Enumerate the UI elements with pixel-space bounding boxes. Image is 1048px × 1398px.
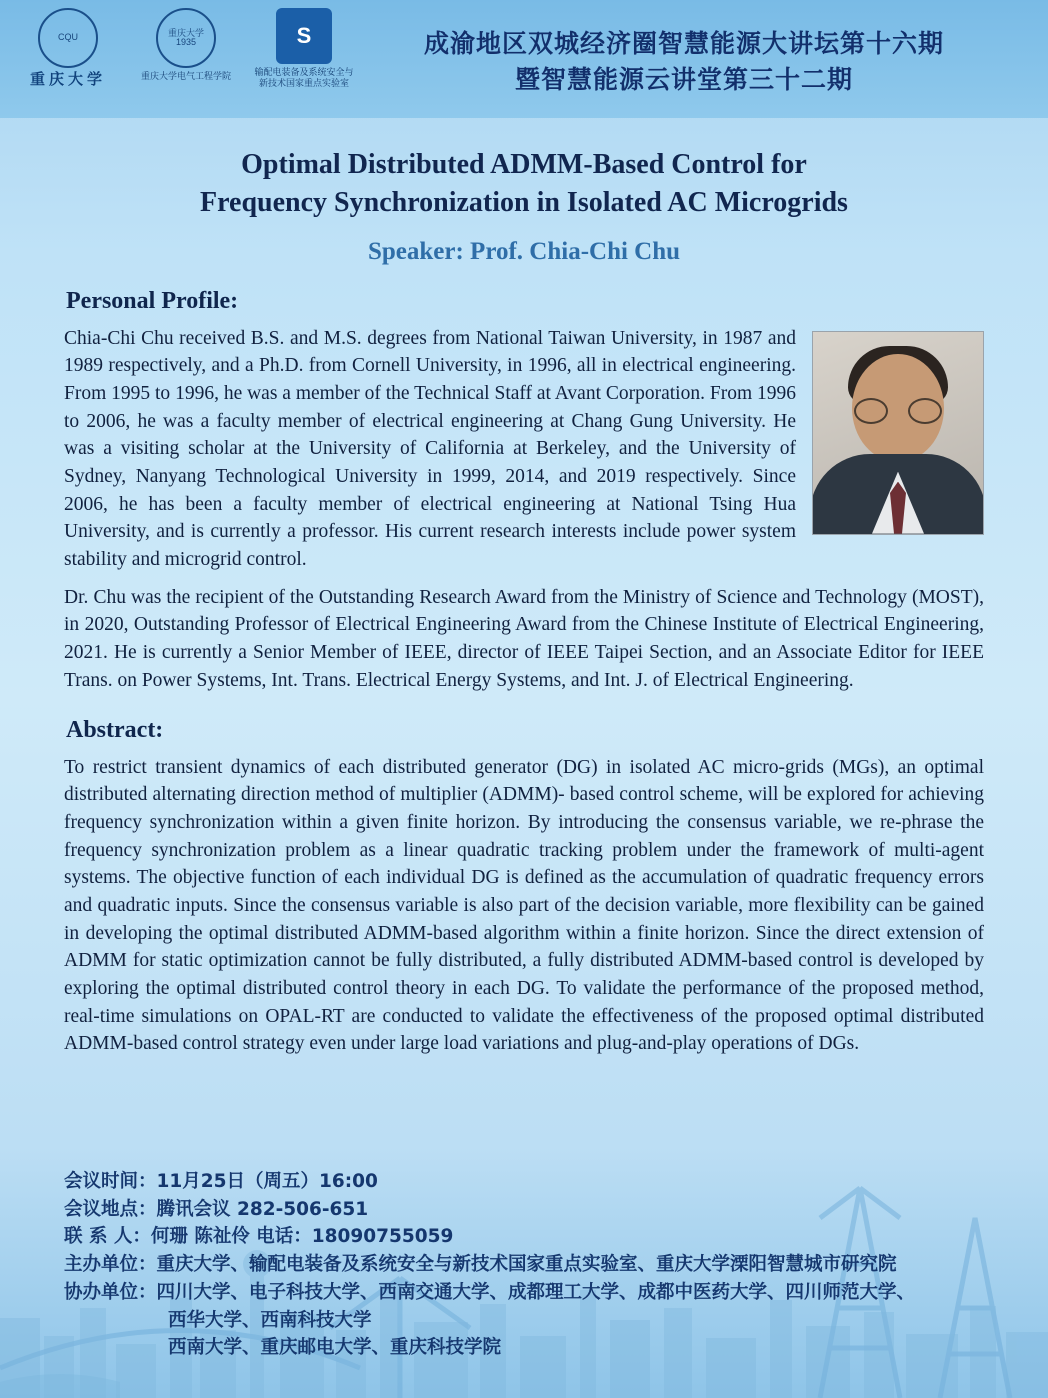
meeting-contact-label: 联 系 人：	[64, 1226, 151, 1248]
meeting-time-value: 11月25日（周五）16:00	[156, 1170, 378, 1192]
meeting-host-label: 主办单位：	[64, 1254, 157, 1275]
meeting-place-value: 腾讯会议 282-506-651	[156, 1198, 369, 1220]
header-title-line2: 暨智慧能源云讲堂第三十二期	[514, 65, 853, 95]
glasses-icon	[850, 398, 946, 420]
meeting-cohost-line1: 四川大学、电子科技大学、西南交通大学、成都理工大学、成都中医药大学、四川师范大学、	[156, 1281, 916, 1303]
college-seal-icon: 重庆大学 1935	[156, 8, 216, 68]
speaker-line: Speaker: Prof. Chia-Chi Chu	[367, 237, 681, 265]
logo-caption-college: 重庆大学电气工程学院	[140, 71, 231, 81]
abstract-text: To restrict transient dynamics of each distributed generator (DG) in isolated AC micro-grids (MGs), an optimal distributed alternating direction method of multiplier (ADMM)- based control scheme, will be explored for achieving frequency synchronization within a given finite horizon. By introducing the consensus variable, we re-phrase the frequency synchronization problem as a linear quadratic tracking problem under the framework of multi-agent systems. The objective function of each individual DG is defined as the accumulation of quadratic frequency errors and quadratic inputs. Since the consensus variable is also part of the decision variable, more flexibility can be gained in developing the optimal distributed ADMM-based algorithm within a finite horizon. Since the direct extension of ADMM for static optimization cannot be fully distributed, a fully distributed ADMM-based control is developed by exploring the optimal distributed control theory in each DG. To validate the performance of the proposed method, real-time simulations on OPAL-RT are conducted to validate the effectiveness of the proposed optimal distributed ADMM-based control strategy even under large load variations and plug-and-play operations of DGs.	[64, 756, 984, 1055]
profile-body	[0, 325, 1048, 695]
speaker-photo	[812, 331, 984, 535]
header-title	[340, 26, 1028, 99]
meeting-info	[64, 1168, 1018, 1362]
talk-title-line2: Frequency Synchronization in Isolated AC Microgrids	[200, 186, 848, 218]
talk-title-line1: Optimal Distributed ADMM-Based Control for	[241, 149, 807, 180]
meeting-time-row	[64, 1168, 1018, 1196]
abstract-heading: Abstract:	[66, 716, 164, 743]
meeting-cohost-row	[64, 1279, 1018, 1307]
meeting-host-row	[64, 1251, 1018, 1279]
meeting-time-label: 会议时间：	[64, 1170, 157, 1192]
meeting-cohost-line2: 西华大学、西南科技大学	[168, 1309, 372, 1331]
meeting-contact-value: 何珊 陈祉伶 电话：18090755059	[150, 1226, 454, 1248]
profile-paragraph-2: Dr. Chu was the recipient of the Outstanding Research Award from the Ministry of Science and Technology (MOST), in 2020, Outstanding Professor of Electrical Engineering Award from the Chinese Institute of Electrical Engineering, 2021. He is currently a Senior Member of IEEE, director of IEEE Taipei Section, and an Associate Editor for IEEE Trans. on Power Systems, Int. Trans. Electrical Energy Systems, and Int. J. of Electrical Engineering.	[64, 586, 984, 691]
logo-group	[16, 8, 356, 90]
lab-logo-icon: S	[276, 8, 332, 64]
meeting-cohost-label: 协办单位：	[64, 1281, 157, 1303]
logo-caption-lab: 输配电装备及系统安全与新技术国家重点实验室	[254, 67, 354, 89]
meeting-cohost-row-3	[64, 1334, 1018, 1362]
logo-cqu	[16, 8, 120, 90]
meeting-contact-row	[64, 1223, 1018, 1251]
profile-paragraph-1: Chia-Chi Chu received B.S. and M.S. degrees from National Taiwan University, in 1987 and 1989 respectively, and a Ph.D. from Cornell University, in 1996, all in electrical engineering. From 1995 to 1996, he was a member of the Technical Staff at Avant Corporation. From 1996 to 2006, he was a faculty member of electrical engineering at Chang Gung University. He was a visiting scholar at the University of California at Berkeley, and the University of Sydney, Nanyang Technological University in 1999, 2014, and 2019 respectively. Since 2006, he has been a faculty member of electrical engineering at National Tsing Hua University, and is currently a professor. His current research interests include power system stability and microgrid control.	[64, 327, 796, 571]
meeting-host-value: 重庆大学、输配电装备及系统安全与新技术国家重点实验室、重庆大学溧阳智慧城市研究院	[156, 1254, 897, 1275]
abstract-body	[0, 754, 1048, 1059]
meeting-place-row	[64, 1196, 1018, 1224]
header-title-line1: 成渝地区双城经济圈智慧能源大讲坛第十六期	[423, 29, 944, 58]
logo-electrical-college	[134, 8, 238, 82]
meeting-cohost-row-2	[64, 1307, 1018, 1335]
talk-title	[0, 146, 1048, 222]
profile-heading: Personal Profile:	[66, 287, 239, 314]
university-seal-icon: CQU	[38, 8, 98, 68]
logo-caption-cqu: 重庆大学	[29, 71, 106, 88]
meeting-cohost-line3: 西南大学、重庆邮电大学、重庆科技学院	[168, 1337, 502, 1359]
poster-header	[0, 0, 1048, 118]
meeting-place-label: 会议地点：	[64, 1198, 157, 1220]
